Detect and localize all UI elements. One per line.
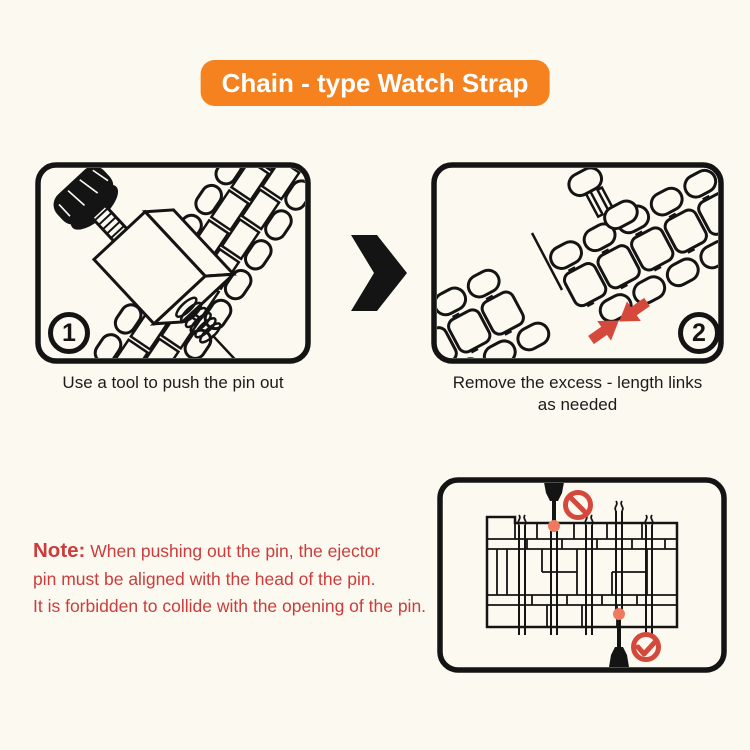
step2-number: 2	[692, 318, 706, 347]
step2-caption	[431, 372, 724, 416]
step2-caption-line2: as needed	[537, 395, 618, 414]
note-text	[33, 537, 473, 621]
no-entry-icon	[566, 493, 591, 518]
step1-caption-text: Use a tool to push the pin out	[62, 373, 284, 392]
step1-number: 1	[62, 318, 76, 347]
step1-caption	[35, 372, 311, 394]
strap-pins	[519, 511, 652, 635]
note-line-3: It is forbidden to collide with the opening of the pin.	[33, 596, 427, 616]
ejector-bottom	[608, 608, 630, 673]
strap-segment-lower	[431, 257, 553, 364]
note-line	[33, 537, 473, 566]
step1-number-badge	[48, 312, 90, 354]
pin-alignment-detail-panel	[437, 477, 727, 673]
pin-alignment-diagram	[487, 477, 677, 673]
note-label: Note:	[33, 539, 86, 562]
title-banner	[201, 60, 550, 106]
note-line-2: pin must be aligned with the head of the pin.	[33, 568, 376, 589]
page-title: Chain - type Watch Strap	[221, 67, 529, 98]
next-step-arrow-icon	[350, 234, 408, 312]
link-plates	[487, 517, 677, 627]
step2-number-badge	[678, 312, 720, 354]
check-circle-icon	[634, 635, 659, 660]
note-line-1: When pushing out the pin, the ejector	[90, 541, 381, 561]
contact-point-correct	[613, 608, 625, 620]
contact-point-wrong	[548, 520, 560, 532]
step2-caption-line1: Remove the excess - length links	[452, 373, 703, 392]
